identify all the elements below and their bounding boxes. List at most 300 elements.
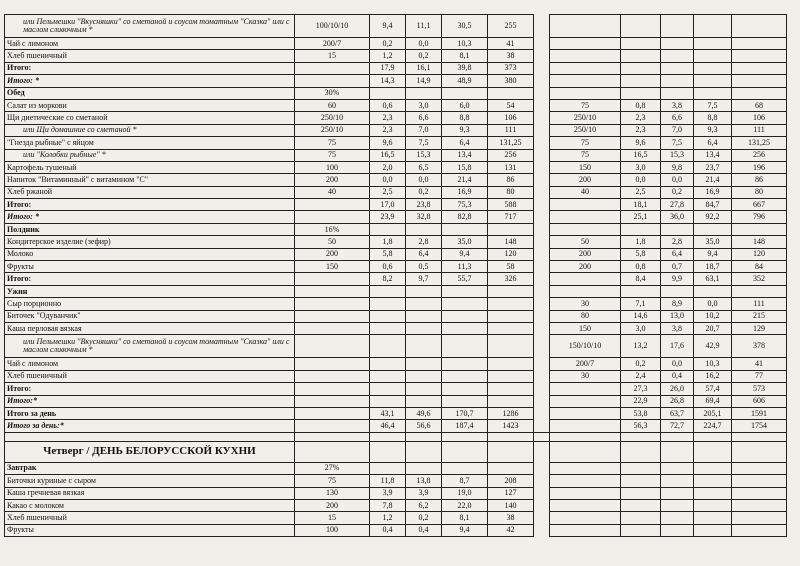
portion-b: 40: [550, 186, 621, 198]
protein-b: 9,6: [621, 137, 661, 149]
fat-a: [406, 322, 442, 334]
protein-b: [621, 499, 661, 511]
dish-name: или Щи домашние со сметаной *: [5, 124, 295, 136]
column-gap: [534, 462, 550, 474]
menu-row: [5, 407, 787, 419]
kcal-a: 140: [488, 499, 534, 511]
carbs-a: [442, 462, 488, 474]
fat-b: 8,9: [661, 298, 694, 310]
carbs-a: [442, 298, 488, 310]
day-cell: [442, 441, 488, 462]
protein-b: 3,0: [621, 322, 661, 334]
carbs-b: [694, 75, 732, 87]
portion-a: 40: [295, 186, 370, 198]
kcal-b: 80: [732, 186, 787, 198]
kcal-a: 208: [488, 475, 534, 487]
portion-a: [295, 383, 370, 395]
column-gap: [534, 370, 550, 382]
fat-a: 7,0: [406, 124, 442, 136]
kcal-a: 326: [488, 273, 534, 285]
menu-row: [5, 248, 787, 260]
protein-a: [370, 370, 406, 382]
kcal-b: 667: [732, 199, 787, 211]
protein-a: [370, 395, 406, 407]
protein-b: 56,3: [621, 420, 661, 432]
carbs-a: 170,7: [442, 407, 488, 419]
menu-row: [5, 62, 787, 74]
fat-b: [661, 524, 694, 536]
fat-a: [406, 87, 442, 99]
carbs-b: 7,5: [694, 99, 732, 111]
protein-a: 17,0: [370, 199, 406, 211]
fat-b: 26,8: [661, 395, 694, 407]
menu-row: [5, 370, 787, 382]
protein-a: 0,2: [370, 38, 406, 50]
day-cell: [370, 441, 406, 462]
portion-a: 250/10: [295, 112, 370, 124]
fat-a: 0,4: [406, 524, 442, 536]
protein-a: 0,6: [370, 261, 406, 273]
column-gap: [534, 420, 550, 432]
kcal-b: 196: [732, 161, 787, 173]
menu-row: [5, 420, 787, 432]
protein-b: 16,5: [621, 149, 661, 161]
portion-a: [295, 211, 370, 223]
dish-name: Каша перловая вязкая: [5, 322, 295, 334]
dish-name: или "Колобки рыбные" *: [5, 149, 295, 161]
protein-a: [370, 358, 406, 370]
protein-a: 9,6: [370, 137, 406, 149]
carbs-b: 69,4: [694, 395, 732, 407]
fat-b: 7,0: [661, 124, 694, 136]
fat-a: 16,1: [406, 62, 442, 74]
fat-a: [406, 285, 442, 297]
portion-b: 200: [550, 261, 621, 273]
fat-a: [406, 370, 442, 382]
dish-name: Хлеб ржаной: [5, 186, 295, 198]
fat-a: 14,9: [406, 75, 442, 87]
fat-a: [406, 395, 442, 407]
portion-a: 150: [295, 261, 370, 273]
fat-b: 0,0: [661, 174, 694, 186]
portion-b: [550, 87, 621, 99]
kcal-a: 120: [488, 248, 534, 260]
dish-name: Молоко: [5, 248, 295, 260]
carbs-b: [694, 285, 732, 297]
carbs-b: 8,8: [694, 112, 732, 124]
column-gap: [534, 248, 550, 260]
portion-a: 60: [295, 99, 370, 111]
fat-a: 6,6: [406, 112, 442, 124]
spacer-cell: [5, 432, 295, 441]
column-gap: [534, 407, 550, 419]
portion-a: 200: [295, 499, 370, 511]
spacer-cell: [621, 432, 661, 441]
protein-a: [370, 322, 406, 334]
carbs-b: [694, 524, 732, 536]
fat-b: 17,6: [661, 335, 694, 358]
carbs-a: 22,0: [442, 499, 488, 511]
kcal-b: 215: [732, 310, 787, 322]
protein-a: 1,2: [370, 512, 406, 524]
portion-a: 250/10: [295, 124, 370, 136]
dish-name: Итого:: [5, 383, 295, 395]
portion-b: [550, 524, 621, 536]
carbs-a: 15,8: [442, 161, 488, 173]
fat-b: 0,4: [661, 370, 694, 382]
protein-b: [621, 285, 661, 297]
dish-name: Фрукты: [5, 524, 295, 536]
fat-a: 3,9: [406, 487, 442, 499]
protein-b: 53,8: [621, 407, 661, 419]
column-gap: [534, 186, 550, 198]
fat-a: 9,7: [406, 273, 442, 285]
spacer-cell: [550, 432, 621, 441]
portion-b: [550, 75, 621, 87]
kcal-b: 77: [732, 370, 787, 382]
spacer-cell: [661, 432, 694, 441]
column-gap: [534, 15, 550, 38]
fat-b: [661, 62, 694, 74]
kcal-b: 111: [732, 124, 787, 136]
carbs-b: [694, 512, 732, 524]
carbs-a: [442, 358, 488, 370]
spacer-cell: [732, 432, 787, 441]
menu-row: [5, 161, 787, 173]
kcal-a: 1286: [488, 407, 534, 419]
kcal-a: 86: [488, 174, 534, 186]
dish-name: Итого:: [5, 62, 295, 74]
fat-b: 27,8: [661, 199, 694, 211]
carbs-b: [694, 475, 732, 487]
column-gap: [534, 75, 550, 87]
dish-name: Обед: [5, 87, 295, 99]
fat-b: [661, 475, 694, 487]
fat-a: 15,3: [406, 149, 442, 161]
kcal-b: 131,25: [732, 137, 787, 149]
carbs-b: 0,0: [694, 298, 732, 310]
nutrition-menu-table: [4, 14, 787, 537]
dish-name: Завтрак: [5, 462, 295, 474]
dish-name: или Пельмешки "Вкусняшки" со сметаной и соусом томатным "Сказка" или с маслом сливочным *: [5, 335, 295, 358]
menu-row: [5, 75, 787, 87]
protein-b: 7,1: [621, 298, 661, 310]
carbs-b: 10,2: [694, 310, 732, 322]
day-cell: [694, 441, 732, 462]
dish-name: Фрукты: [5, 261, 295, 273]
menu-row: [5, 124, 787, 136]
kcal-b: [732, 50, 787, 62]
portion-b: 150/10/10: [550, 335, 621, 358]
portion-b: [550, 420, 621, 432]
protein-b: 27,3: [621, 383, 661, 395]
protein-a: 7,8: [370, 499, 406, 511]
portion-a: 75: [295, 475, 370, 487]
kcal-b: [732, 475, 787, 487]
carbs-b: 6,4: [694, 137, 732, 149]
kcal-a: 148: [488, 236, 534, 248]
carbs-b: 10,3: [694, 358, 732, 370]
dish-name: Какао с молоком: [5, 499, 295, 511]
carbs-b: 16,2: [694, 370, 732, 382]
kcal-a: [488, 395, 534, 407]
carbs-b: [694, 499, 732, 511]
protein-b: [621, 487, 661, 499]
protein-a: [370, 335, 406, 358]
column-gap: [534, 99, 550, 111]
fat-b: 7,5: [661, 137, 694, 149]
kcal-b: [732, 499, 787, 511]
carbs-b: [694, 223, 732, 235]
fat-b: [661, 487, 694, 499]
menu-body: [5, 15, 787, 537]
menu-row: [5, 137, 787, 149]
carbs-a: 55,7: [442, 273, 488, 285]
carbs-a: 39,8: [442, 62, 488, 74]
menu-row: [5, 322, 787, 334]
carbs-b: 13,4: [694, 149, 732, 161]
day-cell: [732, 441, 787, 462]
kcal-a: 717: [488, 211, 534, 223]
column-gap: [534, 199, 550, 211]
carbs-a: [442, 335, 488, 358]
fat-a: 6,2: [406, 499, 442, 511]
dish-name: Полдник: [5, 223, 295, 235]
protein-a: [370, 285, 406, 297]
column-gap: [534, 87, 550, 99]
carbs-a: [442, 285, 488, 297]
carbs-a: 9,4: [442, 524, 488, 536]
carbs-a: [442, 87, 488, 99]
portion-b: 80: [550, 310, 621, 322]
protein-b: [621, 62, 661, 74]
protein-b: [621, 223, 661, 235]
kcal-a: 1423: [488, 420, 534, 432]
fat-a: 0,2: [406, 50, 442, 62]
kcal-a: [488, 298, 534, 310]
menu-row: [5, 462, 787, 474]
protein-b: 13,2: [621, 335, 661, 358]
protein-b: 8,4: [621, 273, 661, 285]
portion-a: 200/7: [295, 38, 370, 50]
carbs-b: 18,7: [694, 261, 732, 273]
fat-b: 0,0: [661, 358, 694, 370]
protein-b: 14,6: [621, 310, 661, 322]
column-gap: [534, 261, 550, 273]
column-gap: [534, 512, 550, 524]
portion-a: [295, 298, 370, 310]
spacer-cell: [534, 432, 550, 441]
portion-b: 250/10: [550, 124, 621, 136]
portion-b: 75: [550, 99, 621, 111]
dish-name: Ужин: [5, 285, 295, 297]
fat-b: 0,2: [661, 186, 694, 198]
dish-name: Итого: *: [5, 75, 295, 87]
day-cell: [488, 441, 534, 462]
kcal-b: 352: [732, 273, 787, 285]
carbs-b: [694, 487, 732, 499]
menu-row: [5, 236, 787, 248]
column-gap: [534, 524, 550, 536]
menu-row: [5, 38, 787, 50]
carbs-b: [694, 15, 732, 38]
column-gap: [534, 124, 550, 136]
fat-a: [406, 223, 442, 235]
carbs-a: [442, 310, 488, 322]
portion-b: [550, 50, 621, 62]
carbs-a: 82,8: [442, 211, 488, 223]
carbs-a: 16,9: [442, 186, 488, 198]
dish-name: "Гнезда рыбные" с яйцом: [5, 137, 295, 149]
portion-a: 75: [295, 149, 370, 161]
fat-b: [661, 75, 694, 87]
menu-row: [5, 383, 787, 395]
fat-b: [661, 285, 694, 297]
protein-a: 2,5: [370, 186, 406, 198]
menu-row: [5, 395, 787, 407]
dish-name: Сыр порционно: [5, 298, 295, 310]
column-gap: [534, 62, 550, 74]
fat-b: 6,4: [661, 248, 694, 260]
protein-b: [621, 87, 661, 99]
dish-name: Итого: *: [5, 211, 295, 223]
carbs-a: [442, 383, 488, 395]
column-gap: [534, 383, 550, 395]
dish-name: Щи диетические со сметаной: [5, 112, 295, 124]
kcal-b: [732, 87, 787, 99]
carbs-a: 9,3: [442, 124, 488, 136]
fat-b: [661, 15, 694, 38]
portion-a: 200: [295, 248, 370, 260]
portion-a: [295, 407, 370, 419]
column-gap: [534, 174, 550, 186]
column-gap: [534, 211, 550, 223]
fat-a: 3,0: [406, 99, 442, 111]
protein-b: 3,0: [621, 161, 661, 173]
fat-a: 49,6: [406, 407, 442, 419]
kcal-a: [488, 462, 534, 474]
carbs-a: 8,1: [442, 512, 488, 524]
kcal-a: 54: [488, 99, 534, 111]
kcal-a: 42: [488, 524, 534, 536]
portion-a: [295, 75, 370, 87]
kcal-b: 41: [732, 358, 787, 370]
dish-name: Картофель тушеный: [5, 161, 295, 173]
kcal-b: [732, 512, 787, 524]
day-cell: [621, 441, 661, 462]
column-gap: [534, 38, 550, 50]
fat-b: [661, 223, 694, 235]
menu-row: [5, 211, 787, 223]
spacer-cell: [406, 432, 442, 441]
carbs-a: 6,0: [442, 99, 488, 111]
protein-a: 23,9: [370, 211, 406, 223]
menu-row: [5, 358, 787, 370]
menu-row: [5, 298, 787, 310]
menu-row: [5, 273, 787, 285]
carbs-a: 8,1: [442, 50, 488, 62]
kcal-b: 573: [732, 383, 787, 395]
portion-a: [295, 370, 370, 382]
portion-a: [295, 335, 370, 358]
fat-a: 56,6: [406, 420, 442, 432]
protein-b: [621, 524, 661, 536]
fat-b: 3,8: [661, 322, 694, 334]
carbs-b: 42,9: [694, 335, 732, 358]
carbs-b: 92,2: [694, 211, 732, 223]
kcal-a: 588: [488, 199, 534, 211]
kcal-b: 129: [732, 322, 787, 334]
carbs-a: [442, 395, 488, 407]
column-gap: [534, 395, 550, 407]
portion-b: 200/7: [550, 358, 621, 370]
carbs-a: 75,3: [442, 199, 488, 211]
carbs-b: [694, 462, 732, 474]
dish-name: Биточек "Одуванчик": [5, 310, 295, 322]
fat-a: [406, 462, 442, 474]
fat-a: 0,2: [406, 186, 442, 198]
menu-row: [5, 223, 787, 235]
kcal-a: [488, 335, 534, 358]
dish-name: Салат из моркови: [5, 99, 295, 111]
protein-a: 8,2: [370, 273, 406, 285]
column-gap: [534, 273, 550, 285]
portion-b: [550, 285, 621, 297]
dish-name: Чай с лимоном: [5, 358, 295, 370]
carbs-a: 8,7: [442, 475, 488, 487]
column-gap: [534, 223, 550, 235]
dish-name: Итого за день: [5, 407, 295, 419]
portion-a: 15: [295, 50, 370, 62]
carbs-a: 13,4: [442, 149, 488, 161]
protein-a: [370, 462, 406, 474]
portion-b: [550, 223, 621, 235]
carbs-b: 21,4: [694, 174, 732, 186]
dish-name: Хлеб пшеничный: [5, 50, 295, 62]
menu-row: [5, 50, 787, 62]
protein-b: 25,1: [621, 211, 661, 223]
day-cell: [406, 441, 442, 462]
portion-a: 100: [295, 524, 370, 536]
kcal-b: [732, 38, 787, 50]
kcal-a: [488, 370, 534, 382]
kcal-a: 38: [488, 50, 534, 62]
portion-b: 200: [550, 248, 621, 260]
column-gap: [534, 310, 550, 322]
portion-b: [550, 475, 621, 487]
protein-b: [621, 15, 661, 38]
portion-b: 30: [550, 370, 621, 382]
carbs-a: 8,8: [442, 112, 488, 124]
menu-row: [5, 475, 787, 487]
portion-a: 100: [295, 161, 370, 173]
spacer-cell: [488, 432, 534, 441]
protein-a: [370, 310, 406, 322]
carbs-b: [694, 87, 732, 99]
dish-name: Итого:*: [5, 395, 295, 407]
kcal-a: [488, 223, 534, 235]
menu-row: [5, 112, 787, 124]
protein-a: 3,9: [370, 487, 406, 499]
kcal-a: 38: [488, 512, 534, 524]
fat-b: 36,0: [661, 211, 694, 223]
kcal-a: [488, 358, 534, 370]
portion-a: [295, 285, 370, 297]
kcal-a: 41: [488, 38, 534, 50]
fat-a: 0,2: [406, 512, 442, 524]
dish-name: Напиток "Витаминный" с витамином "С": [5, 174, 295, 186]
menu-row: [5, 335, 787, 358]
